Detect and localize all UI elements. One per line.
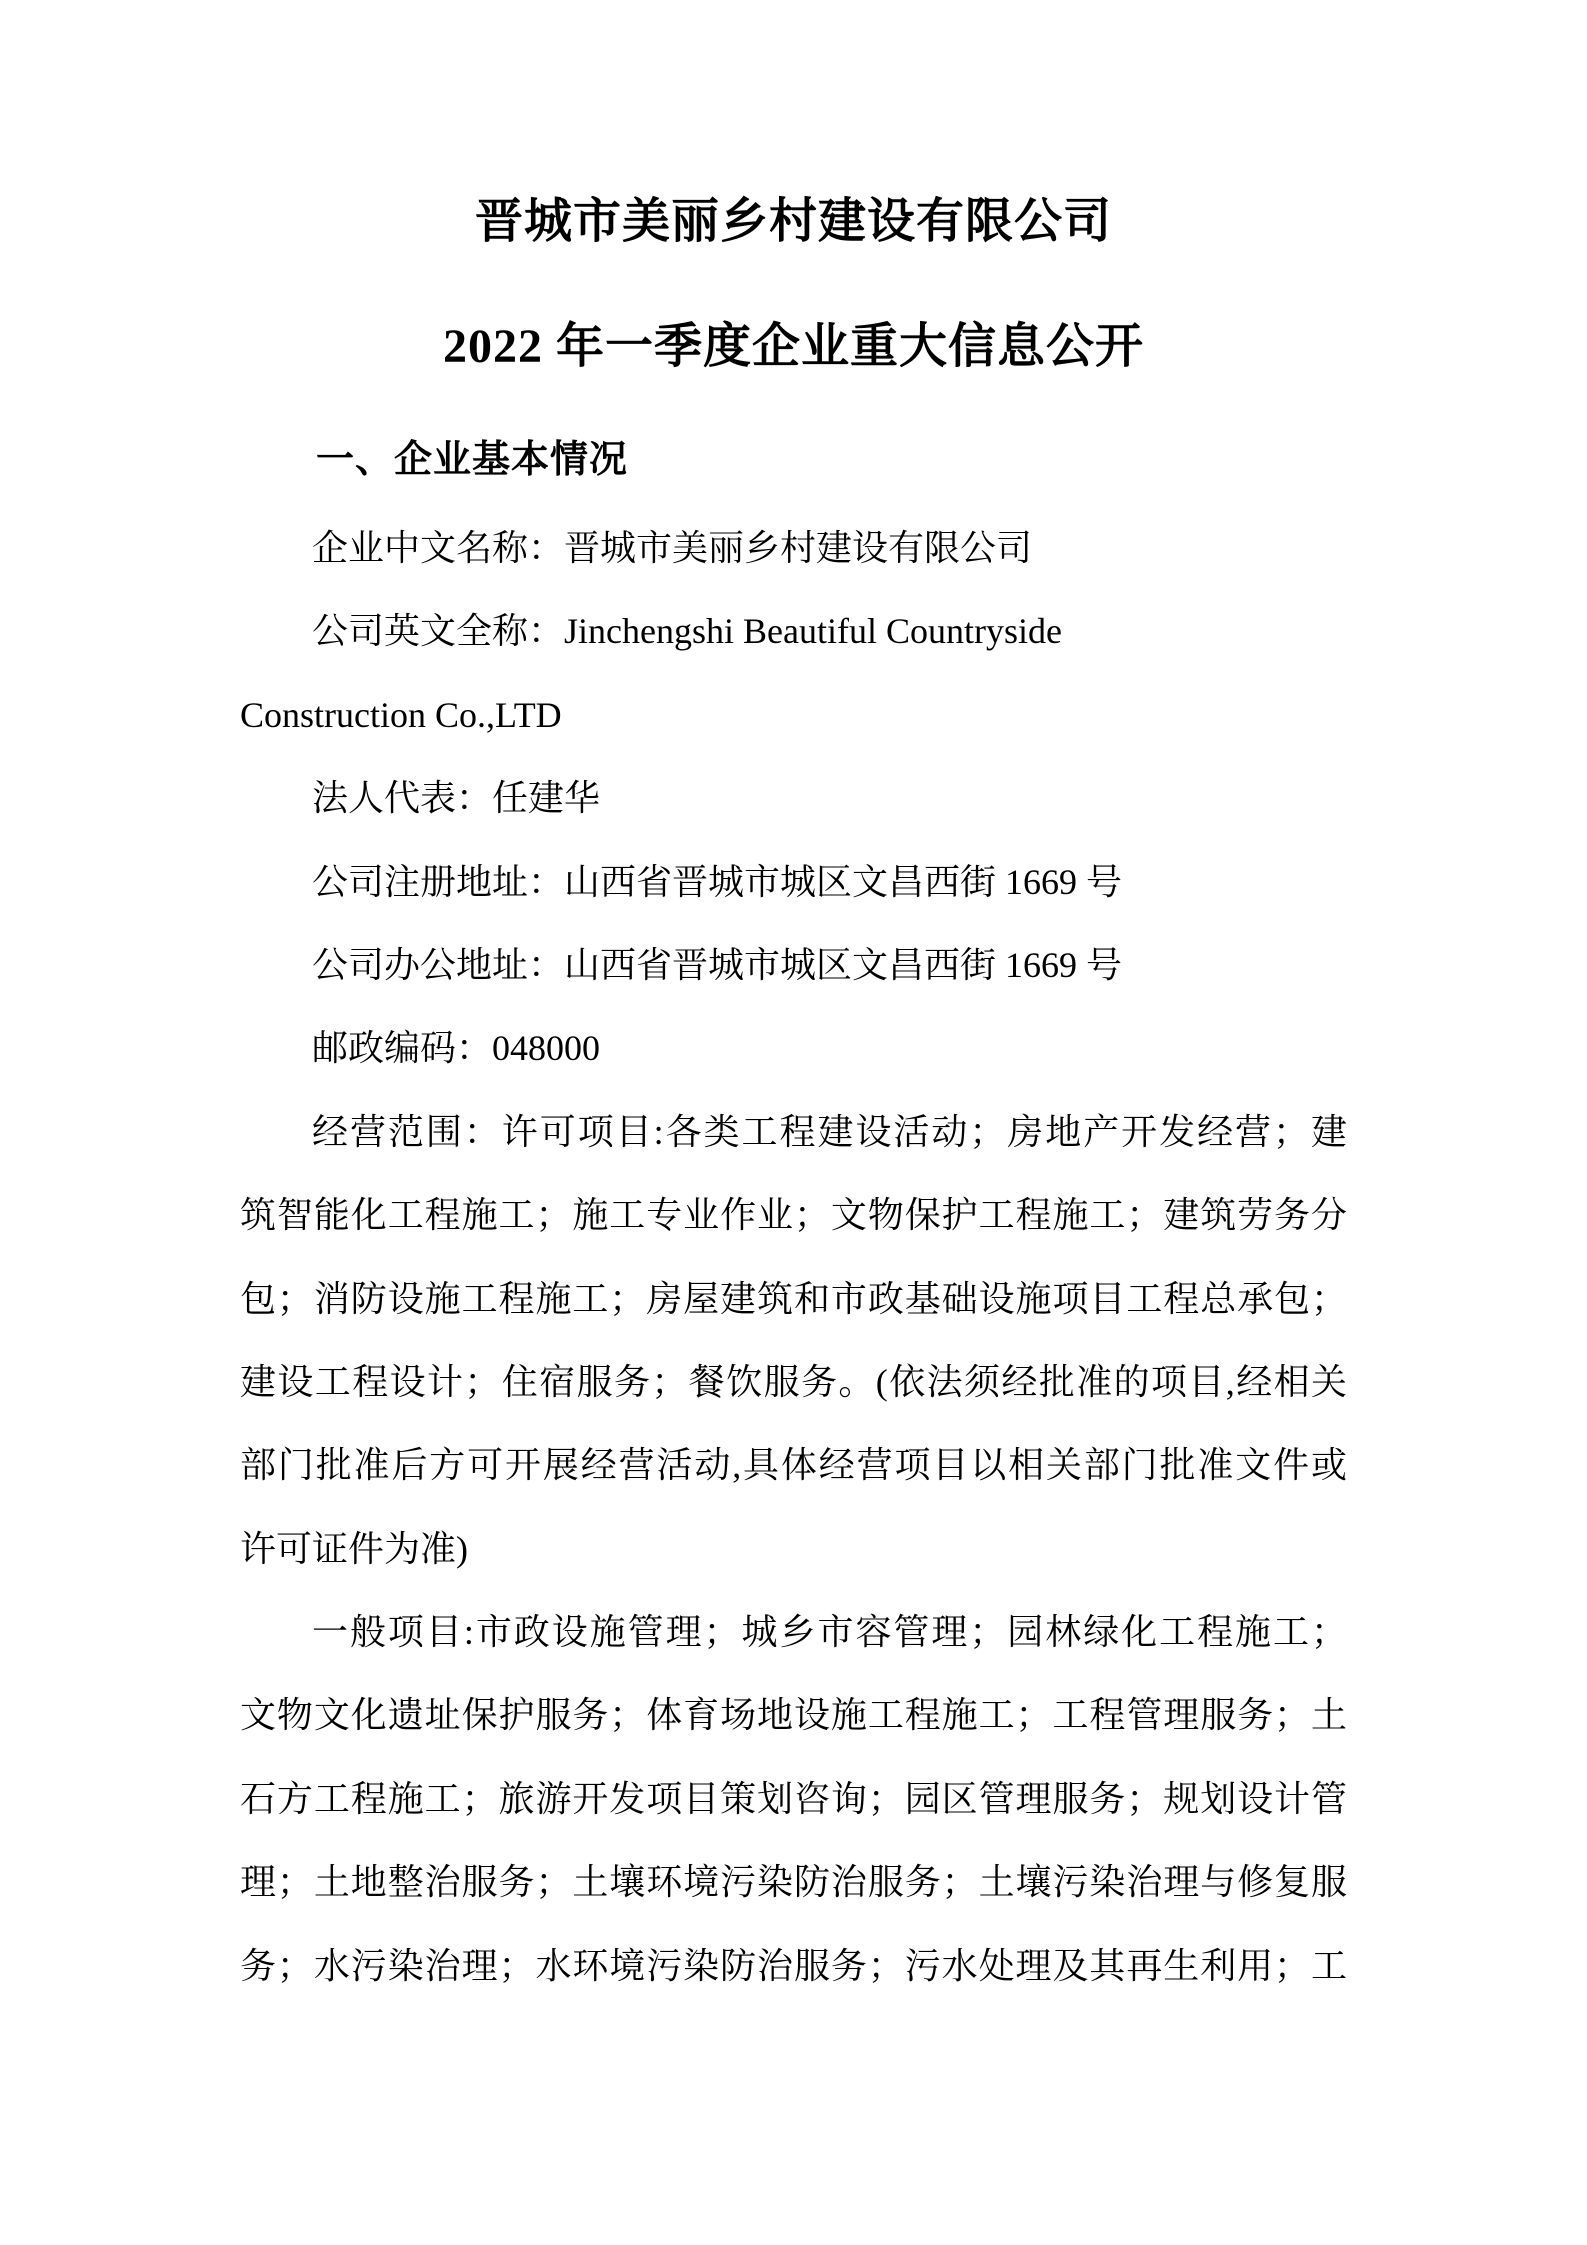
body-line: 公司注册地址：山西省晋城市城区文昌西街 1669 号: [312, 861, 1123, 902]
body-line: 建设工程设计；住宿服务；餐饮服务。(依法须经批准的项目,经相关: [240, 1361, 1347, 1402]
body-line: 筑智能化工程施工；施工专业作业；文物保护工程施工；建筑劳务分: [240, 1195, 1347, 1236]
document-body: [240, 507, 1347, 2008]
doc-subtitle: 2022 年一季度企业重大信息公开: [442, 320, 1144, 373]
body-line: 理；土地整治服务；土壤环境污染防治服务；土壤污染治理与修复服: [240, 1862, 1347, 1903]
body-line: 石方工程施工；旅游开发项目策划咨询；园区管理服务；规划设计管: [240, 1778, 1347, 1819]
body-line: 邮政编码：048000: [312, 1028, 601, 1069]
doc-title: 晋城市美丽乡村建设有限公司: [474, 195, 1112, 248]
body-line: 许可证件为准): [240, 1528, 468, 1569]
body-line: 包；消防设施工程施工；房屋建筑和市政基础设施项目工程总承包；: [240, 1278, 1347, 1319]
body-line: 企业中文名称：晋城市美丽乡村建设有限公司: [312, 528, 1033, 568]
body-line: 一般项目:市政设施管理；城乡市容管理；园林绿化工程施工；: [312, 1612, 1347, 1653]
section-heading: 一、企业基本情况: [316, 439, 629, 481]
body-line: 公司英文全称：Jinchengshi Beautiful Countryside: [312, 611, 1062, 652]
body-line: 公司办公地址：山西省晋城市城区文昌西街 1669 号: [312, 944, 1123, 985]
body-line: 文物文化遗址保护服务；体育场地设施工程施工；工程管理服务；土: [240, 1695, 1347, 1736]
body-line: Construction Co.,LTD: [240, 694, 562, 735]
body-line: 法人代表：任建华: [312, 778, 601, 819]
body-line: 部门批准后方可开展经营活动,具体经营项目以相关部门批准文件或: [240, 1445, 1347, 1486]
body-line: 经营范围：许可项目:各类工程建设活动；房地产开发经营；建: [312, 1111, 1347, 1152]
body-line: 务；水污染治理；水环境污染防治服务；污水处理及其再生利用；工: [240, 1945, 1347, 1986]
